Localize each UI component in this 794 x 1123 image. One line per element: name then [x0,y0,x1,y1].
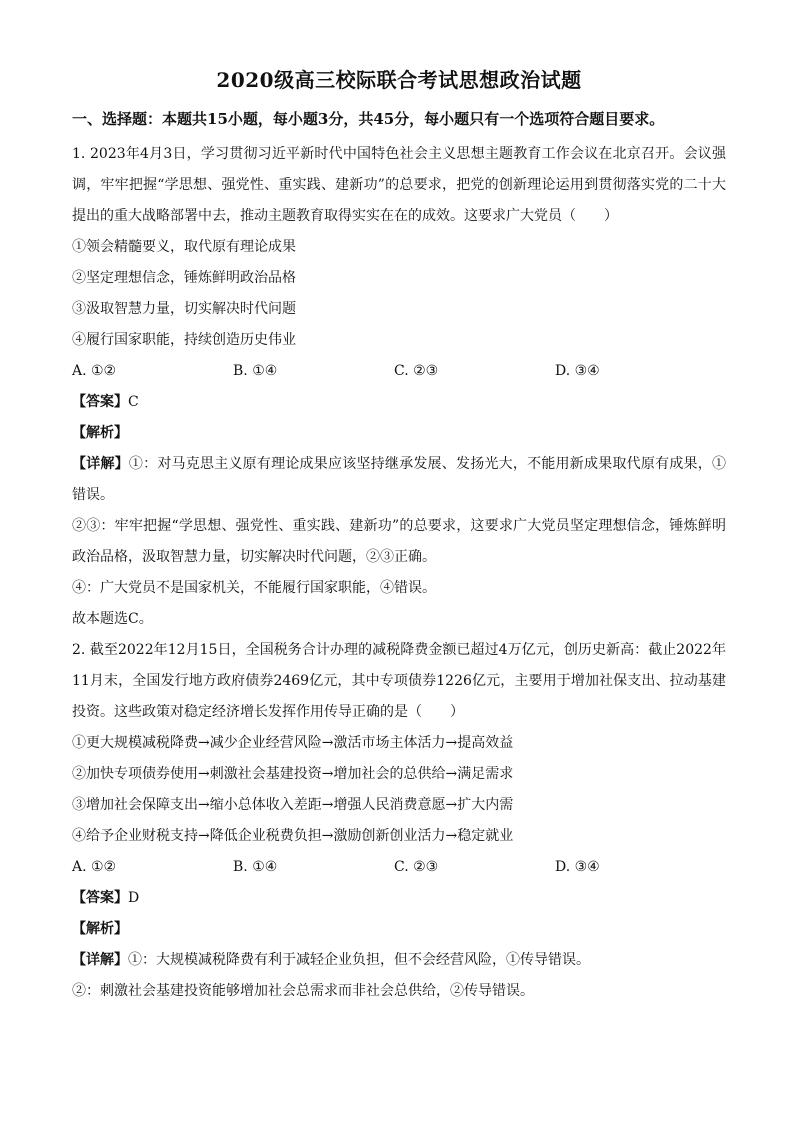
choice-d: D. ③④ [555,363,600,379]
question-2-option-1: ①更大规模减税降费→减少企业经营风险→激活市场主体活力→提高效益 [72,735,514,751]
question-2-choices [72,852,726,883]
question-1-conclusion: 故本题选C。 [72,611,153,627]
question-1-choices [72,356,726,387]
choice-a: A. ①② [72,363,117,379]
answer-label: 【答案】 [72,394,128,410]
answer-value: C [128,394,139,410]
section-heading: 一、选择题：本题共15小题，每小题3分，共45分，每小题只有一个选项符合题目要求。 [72,110,665,128]
question-1-detail-1 [72,449,726,511]
question-1-detail-2: ②③：牢牢把握“学思想、强党性、重实践、建新功”的总要求，这要求广大党员坚定理想信念，锤炼鲜明政治品格，汲取智慧力量，切实解决时代问题，②③正确。 [72,518,726,565]
question-2-answer [72,883,726,914]
question-2 [72,635,726,1007]
question-1-stem: 1. 2023年4月3日，学习贯彻习近平新时代中国特色社会主义思想主题教育工作会议在北京召开。会议强调，牢牢把握“学思想、强党性、重实践、建新功”的总要求，把党的创新理论运用到贯彻落实党的二十大提出的重大战略部署中去，推动主题教育取得实实在在的成效。这要求广大党员（ ） [72,146,726,224]
question-1-option-3: ③汲取智慧力量，切实解决时代问题 [72,301,296,317]
choice-a: A. ①② [72,859,117,875]
question-2-option-3: ③增加社会保障支出→缩小总体收入差距→增强人民消费意愿→扩大内需 [72,797,514,813]
choice-b: B. ①④ [233,363,278,379]
question-1-option-2: ②坚定理想信念，锤炼鲜明政治品格 [72,270,296,286]
detail-label: 【详解】 [72,952,128,968]
detail-text: ①：对马克思主义原有理论成果应该坚持继承发展、发扬光大，不能用新成果取代原有成果，①错误。 [72,456,726,503]
exam-title: 2020级高三校际联合考试思想政治试题 [216,68,582,92]
detail-label: 【详解】 [72,456,129,472]
analysis-label: 【解析】 [72,921,128,937]
answer-label: 【答案】 [72,890,128,906]
detail-text: ①：大规模减税降费有利于减轻企业负担，但不会经营风险，①传导错误。 [128,952,590,968]
choice-d: D. ③④ [555,859,600,875]
choice-c: C. ②③ [394,363,439,379]
question-1-option-4: ④履行国家职能，持续创造历史伟业 [72,332,296,348]
question-2-option-4: ④给予企业财税支持→降低企业税费负担→激励创新创业活力→稳定就业 [72,828,514,844]
answer-value: D [128,890,140,906]
question-2-analysis [72,914,726,945]
question-1-option-1: ①领会精髓要义，取代原有理论成果 [72,239,296,255]
choice-b: B. ①④ [233,859,278,875]
choice-c: C. ②③ [394,859,439,875]
question-1 [72,139,726,635]
question-2-detail-1 [72,945,726,976]
question-2-stem: 2. 截至2022年12月15日，全国税务合计办理的减税降费金额已超过4万亿元，创历史新高：截止2022年11月末，全国发行地方政府债券2469亿元，其中专项债券1226亿元，主要用于增加社保支出、拉动基建投资。这些政策对稳定经济增长发挥作用传导正确的是（ ） [72,642,726,720]
question-1-detail-3: ④：广大党员不是国家机关，不能履行国家职能，④错误。 [72,580,436,596]
question-1-answer [72,387,726,418]
question-1-analysis [72,418,726,449]
question-2-detail-2: ②：刺激社会基建投资能够增加社会总需求而非社会总供给，②传导错误。 [72,983,534,999]
analysis-label: 【解析】 [72,425,128,441]
question-2-option-2: ②加快专项债券使用→刺激社会基建投资→增加社会的总供给→满足需求 [72,766,514,782]
